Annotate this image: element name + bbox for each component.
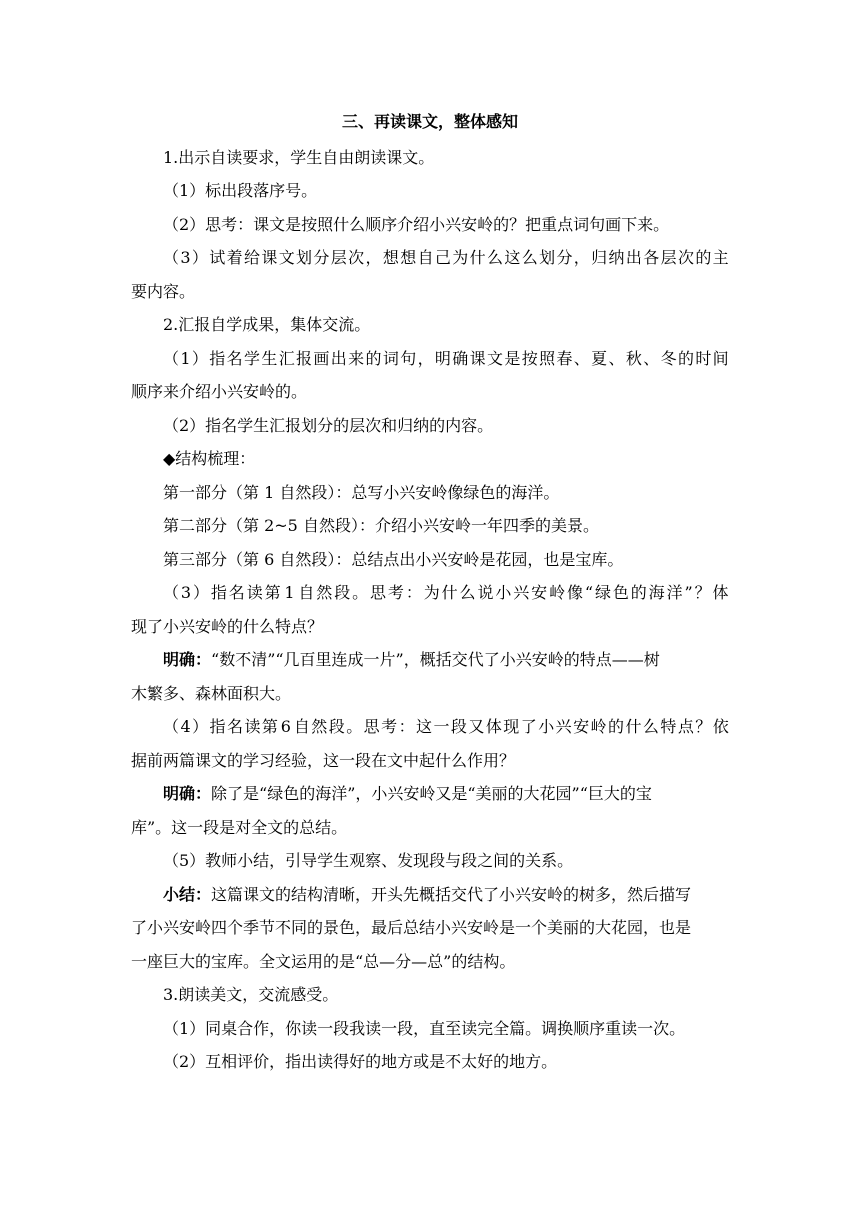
- justified-glyph: 照: [539, 349, 556, 368]
- justified-glyph: 层: [330, 248, 347, 267]
- justified-glyph: ）: [192, 717, 209, 736]
- justified-glyph: 的: [695, 248, 712, 267]
- justified-glyph: （: [163, 583, 180, 602]
- justified-glyph: （: [163, 248, 180, 267]
- clarification-1-continued: 木繁多、森林面积大。: [131, 684, 292, 703]
- justified-glyph: 、: [608, 349, 625, 368]
- justified-glyph: 然: [311, 717, 328, 736]
- justified-glyph: 什: [625, 717, 642, 736]
- justified-glyph: 夏: [591, 349, 608, 368]
- clarification-1: 明确：“数不清”“几百里连成一片”，概括交代了小兴安岭的特点——树: [163, 650, 660, 669]
- step-3-item-1: （1）同桌合作，你读一段我读一段，直至读完全篇。调换顺序重读一次。: [163, 1019, 686, 1038]
- justified-glyph: 想: [400, 248, 417, 267]
- justified-glyph: 课: [469, 349, 486, 368]
- justified-glyph: 自: [293, 717, 310, 736]
- justified-glyph: 了: [520, 717, 537, 736]
- summary-label: 小结：: [163, 885, 212, 904]
- justified-glyph: 思: [363, 717, 380, 736]
- justified-glyph: 指: [209, 717, 226, 736]
- justified-glyph: 第: [264, 583, 281, 602]
- justified-glyph: 各: [643, 248, 660, 267]
- step-2-item-1-continued: 顺序来介绍小兴安岭的。: [131, 382, 308, 401]
- justified-glyph: ：: [405, 583, 422, 602]
- justified-glyph: 段: [328, 717, 345, 736]
- justified-glyph: 是: [504, 349, 521, 368]
- justified-glyph: 时: [695, 349, 712, 368]
- justified-glyph: “: [584, 583, 594, 602]
- justified-glyph: 岭: [590, 717, 607, 736]
- justified-glyph: 来: [348, 349, 365, 368]
- step-2-item-4-continued: 据前两篇课文的学习经验，这一段在文中起什么作用？: [131, 751, 516, 770]
- justified-glyph: 划: [539, 248, 556, 267]
- justified-glyph: 的: [677, 349, 694, 368]
- justified-glyph: 的: [365, 349, 382, 368]
- step-2-item-1: [163, 346, 729, 372]
- justified-glyph: 么: [459, 583, 476, 602]
- justified-glyph: 报: [296, 349, 313, 368]
- justified-glyph: ”: [684, 583, 693, 602]
- justified-glyph: 词: [382, 349, 399, 368]
- justified-glyph: 体: [712, 583, 729, 602]
- justified-glyph: 么: [521, 248, 538, 267]
- structure-part-2: 第二部分（第 2~5 自然段）：介绍小兴安岭一年四季的美景。: [163, 516, 599, 535]
- justified-glyph: 纳: [608, 248, 625, 267]
- justified-glyph: 一: [433, 717, 450, 736]
- justified-glyph: 小: [538, 717, 555, 736]
- justified-glyph: ？: [694, 583, 711, 602]
- summary: 小结：这篇课文的结构清晰，开头先概括交代了小兴安岭的树多，然后描写: [163, 885, 692, 904]
- justified-glyph: 画: [313, 349, 330, 368]
- justified-glyph: 次: [348, 248, 365, 267]
- step-2-heading: 2.汇报自学成果，集体交流。: [163, 315, 371, 334]
- justified-glyph: ）: [192, 583, 209, 602]
- justified-glyph: 像: [566, 583, 583, 602]
- justified-glyph: 课: [261, 248, 278, 267]
- justified-glyph: 试: [209, 248, 226, 267]
- justified-glyph: 汇: [278, 349, 295, 368]
- justified-glyph: ，: [365, 248, 382, 267]
- justified-glyph: ，: [573, 248, 590, 267]
- justified-glyph: 6: [280, 717, 291, 736]
- justified-glyph: 海: [648, 583, 665, 602]
- justified-glyph: 分: [313, 248, 330, 267]
- justified-glyph: ：: [398, 717, 415, 736]
- justified-glyph: 兴: [555, 717, 572, 736]
- justified-glyph: 自: [298, 583, 315, 602]
- justified-glyph: 明: [434, 349, 451, 368]
- justified-glyph: 的: [630, 583, 647, 602]
- step-1-heading: 1.出示自读要求，学生自由朗读课文。: [163, 148, 435, 167]
- justified-glyph: 的: [608, 717, 625, 736]
- justified-glyph: 4: [180, 717, 191, 736]
- justified-glyph: 层: [660, 248, 677, 267]
- step-2-item-4: [163, 714, 729, 740]
- step-3-item-2: （2）互相评价，指出读得好的地方或是不太好的地方。: [163, 1052, 558, 1071]
- justified-glyph: 主: [712, 248, 729, 267]
- step-3-heading: 3.朗读美文，交流感受。: [163, 985, 339, 1004]
- step-1-item-3-continued: 要内容。: [131, 282, 196, 301]
- justified-glyph: 岭: [549, 583, 566, 602]
- justified-glyph: 绿: [594, 583, 611, 602]
- justified-glyph: 名: [226, 349, 243, 368]
- clarification-label: 明确：: [163, 650, 212, 669]
- justified-glyph: 想: [382, 248, 399, 267]
- justified-glyph: 文: [487, 349, 504, 368]
- justified-glyph: 安: [531, 583, 548, 602]
- justified-glyph: 洋: [666, 583, 683, 602]
- justified-glyph: 1: [180, 349, 191, 368]
- justified-glyph: 。: [352, 583, 369, 602]
- summary-continued-2: 一座巨大的宝库。全文运用的是“总—分—总”的结构。: [131, 952, 516, 971]
- justified-glyph: 读: [244, 717, 261, 736]
- justified-glyph: 划: [296, 248, 313, 267]
- justified-glyph: 文: [278, 248, 295, 267]
- justified-glyph: 为: [423, 583, 440, 602]
- justified-glyph: 什: [469, 248, 486, 267]
- justified-glyph: （: [163, 349, 180, 368]
- justified-glyph: 确: [452, 349, 469, 368]
- justified-glyph: 小: [495, 583, 512, 602]
- justified-glyph: 色: [612, 583, 629, 602]
- summary-continued-1: 了小兴安岭四个季节不同的景色，最后总结小兴安岭是一个美丽的大花园，也是: [131, 918, 692, 937]
- structure-heading: ◆结构梳理：: [163, 449, 256, 468]
- justified-glyph: 分: [556, 248, 573, 267]
- justified-glyph: 第: [261, 717, 278, 736]
- justified-glyph: 指: [210, 583, 227, 602]
- justified-glyph: 考: [381, 717, 398, 736]
- step-2-item-3: [163, 580, 729, 606]
- justified-glyph: 归: [591, 248, 608, 267]
- justified-glyph: 1: [284, 583, 295, 602]
- justified-glyph: 句: [400, 349, 417, 368]
- justified-glyph: 学: [243, 349, 260, 368]
- justified-glyph: 次: [677, 248, 694, 267]
- justified-glyph: 说: [477, 583, 494, 602]
- justified-glyph: 春: [556, 349, 573, 368]
- structure-part-3: 第三部分（第 6 自然段）：总结点出小兴安岭是花园，也是宝库。: [163, 550, 624, 569]
- justified-glyph: 给: [243, 248, 260, 267]
- justified-glyph: ）: [191, 349, 208, 368]
- justified-glyph: 3: [180, 248, 191, 267]
- justified-glyph: ？: [695, 717, 712, 736]
- justified-glyph: 么: [642, 717, 659, 736]
- justified-glyph: 生: [261, 349, 278, 368]
- justified-glyph: 兴: [513, 583, 530, 602]
- step-1-item-3: [163, 245, 729, 271]
- justified-glyph: 然: [316, 583, 333, 602]
- justified-glyph: 段: [334, 583, 351, 602]
- step-1-item-1: （1）标出段落序号。: [163, 181, 318, 200]
- justified-glyph: 么: [487, 248, 504, 267]
- justified-glyph: 出: [330, 349, 347, 368]
- justified-glyph: 按: [521, 349, 538, 368]
- justified-glyph: 指: [209, 349, 226, 368]
- structure-part-1: 第一部分（第 1 自然段）：总写小兴安岭像绿色的海洋。: [163, 483, 560, 502]
- justified-glyph: 考: [387, 583, 404, 602]
- justified-glyph: 间: [712, 349, 729, 368]
- step-2-item-2: （2）指名学生汇报划分的层次和归纳的内容。: [163, 416, 494, 435]
- justified-glyph: 秋: [625, 349, 642, 368]
- justified-glyph: ，: [417, 349, 434, 368]
- justified-glyph: 名: [226, 717, 243, 736]
- step-2-item-5: （5）教师小结，引导学生观察、发现段与段之间的关系。: [163, 851, 574, 870]
- justified-glyph: （: [163, 717, 180, 736]
- justified-glyph: 自: [417, 248, 434, 267]
- section-heading: 三、再读课文，整体感知: [341, 112, 518, 131]
- justified-glyph: 特: [660, 717, 677, 736]
- clarification-2-continued: 库”。这一段是对全文的总结。: [131, 818, 348, 837]
- justified-glyph: 依: [712, 717, 729, 736]
- justified-glyph: 段: [450, 717, 467, 736]
- justified-glyph: 现: [503, 717, 520, 736]
- justified-glyph: 思: [370, 583, 387, 602]
- justified-glyph: 出: [625, 248, 642, 267]
- justified-glyph: 冬: [660, 349, 677, 368]
- justified-glyph: 安: [573, 717, 590, 736]
- justified-glyph: 、: [573, 349, 590, 368]
- justified-glyph: 又: [468, 717, 485, 736]
- justified-glyph: 什: [441, 583, 458, 602]
- justified-glyph: 3: [180, 583, 192, 602]
- justified-glyph: ）: [191, 248, 208, 267]
- justified-glyph: 读: [246, 583, 263, 602]
- clarification-2: 明确：除了是“绿色的海洋”，小兴安岭又是“美丽的大花园”“巨大的宝: [163, 784, 652, 803]
- justified-glyph: 这: [416, 717, 433, 736]
- justified-glyph: 己: [434, 248, 451, 267]
- justified-glyph: 这: [504, 248, 521, 267]
- clarification-label: 明确：: [163, 784, 212, 803]
- justified-glyph: 、: [643, 349, 660, 368]
- justified-glyph: 体: [485, 717, 502, 736]
- step-2-item-3-continued: 现了小兴安岭的什么特点？: [131, 617, 324, 636]
- justified-glyph: 为: [452, 248, 469, 267]
- justified-glyph: 着: [226, 248, 243, 267]
- justified-glyph: 。: [346, 717, 363, 736]
- step-1-item-2: （2）思考：课文是按照什么顺序介绍小兴安岭的？把重点词句画下来。: [163, 215, 670, 234]
- justified-glyph: 名: [228, 583, 245, 602]
- justified-glyph: 点: [677, 717, 694, 736]
